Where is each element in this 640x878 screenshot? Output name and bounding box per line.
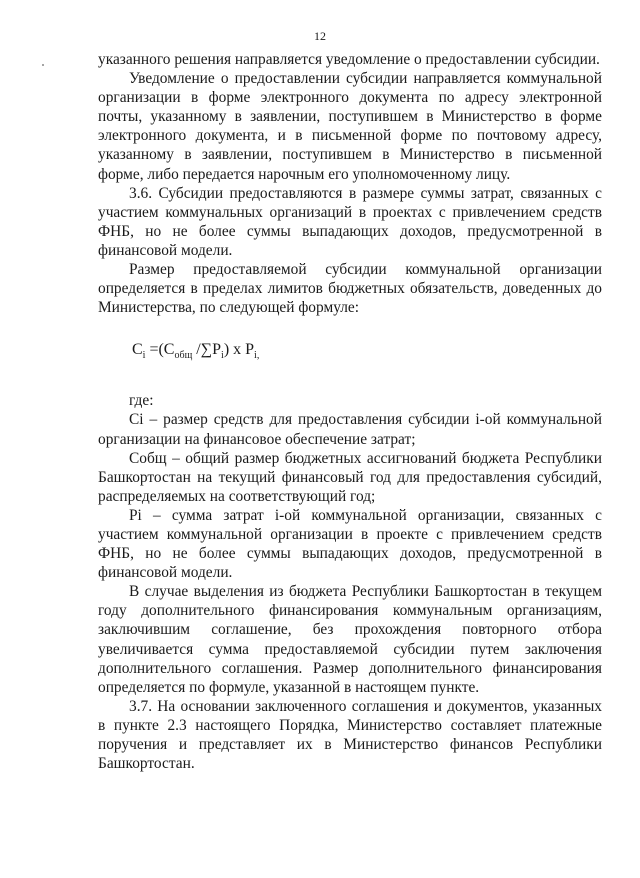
formula-lhs: C (132, 341, 143, 359)
document-body (98, 50, 602, 773)
formula-total-sub: общ (174, 350, 193, 362)
formula-lhs-sub: i (142, 350, 146, 362)
paragraph-def-pi: Pi – сумма затрат i-ой коммунальной организации, связанных с участием коммунальной организации в проекте с привлечением средств ФНБ, но не более суммы выпадающих доходов, предусмотренной в финансовой модели. (98, 506, 602, 582)
formula-eq: =(C (145, 341, 175, 359)
paragraph-def-ci: Ci – размер средств для предоставления субсидии i-ой коммунальной организации на финансовое обеспечение затрат; (98, 411, 602, 448)
margin-mark (42, 64, 44, 66)
paragraph-notification: Уведомление о предоставлении субсидии направляется коммунальной организации в форме электронного документа по адресу электронной почты, указанному в заявлении, поступившем в Министерство в форме электронного документа, и в письменной форме по почтовому адресу, указанному в заявлении, поступившем в Министерство в письменной форме, либо передается нарочным его уполномоченному лицу. (98, 70, 602, 183)
page-number: 12 (314, 29, 326, 43)
formula (98, 321, 602, 383)
paragraph-3-6: 3.6. Субсидии предоставляются в размере суммы затрат, связанных с участием коммунальных организаций в проектах с привлечением средств ФНБ, но не более суммы выпадающих доходов, предусмотренной в финансовой модели. (98, 184, 602, 259)
paragraph-3-7: 3.7. На основании заключенного соглашения и документов, указанных в пункте 2.3 настоящего Порядка, Министерство составляет платежные поручения и представляет их в Министерство финансов Республики Башкортостан. (98, 697, 602, 773)
formula-tail: , (256, 350, 260, 362)
paragraph-subsidy-size: Размер предоставляемой субсидии коммунальной организации определяется в пределах лимитов бюджетных обязательств, доведенных до Министерства, по следующей формуле: (98, 261, 602, 317)
paragraph-where: где: (129, 392, 154, 410)
formula-p-sub: i (254, 350, 257, 362)
formula-times: ) x P (223, 341, 255, 359)
paragraph-def-ctotal: Cобщ – общий размер бюджетных ассигнований бюджета Республики Башкортостан на текущий финансовый год для предоставления субсидий, распределяемых на соответствующий год; (98, 449, 602, 505)
formula-expression (132, 340, 259, 365)
paragraph-continuation: указанного решения направляется уведомление о предоставлении субсидии. (98, 51, 600, 68)
paragraph-additional-funding: В случае выделения из бюджета Республики Башкортостан в текущем году дополнительного финансирования коммунальным организациям, заключившим соглашение, без прохождения повторного отбора увеличивается сумма предоставляемой субсидии путем заключения дополнительного соглашения. Размер дополнительного финансирования определяется по формуле, указанной в настоящем пункте. (98, 583, 602, 696)
formula-sum-sub: i (221, 350, 224, 362)
formula-div: /∑P (192, 341, 222, 359)
